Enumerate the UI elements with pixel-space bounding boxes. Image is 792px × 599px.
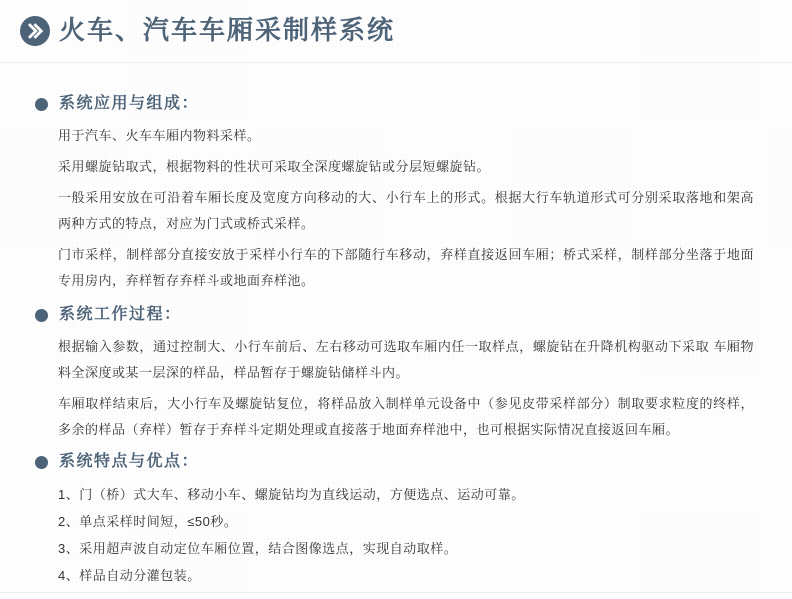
feature-item: 1、门（桥）式大车、移动小车、螺旋钻均为直线运动，方便选点、运动可靠。 xyxy=(58,487,525,502)
page-title: 火车、汽车车厢采制样系统 xyxy=(59,15,396,45)
bullet-icon xyxy=(35,309,48,322)
footer-divider xyxy=(0,592,792,593)
paragraph: 采用螺旋钻取式，根据物料的性状可采取全深度螺旋钻或分层短螺旋钻。 xyxy=(58,159,491,174)
section-body-application xyxy=(58,123,754,294)
section-body-process xyxy=(58,334,754,443)
page-header xyxy=(0,0,792,62)
section-heading-label: 系统特点与优点： xyxy=(59,453,200,470)
header-divider xyxy=(0,62,792,63)
feature-item: 4、样品自动分灌包装。 xyxy=(58,568,201,583)
paragraph: 门市采样，制样部分直接安放于采样小行车的下部随行车移动，弃样直接返回车厢；桥式采样，制样部分坐落于地面专用房内，弃样暂存弃样斗或地面弃样池。 xyxy=(58,247,754,288)
section-heading-process xyxy=(35,304,754,326)
section-heading-label: 系统工作过程： xyxy=(59,306,182,323)
paragraph: 一般采用安放在可沿着车厢长度及宽度方向移动的大、小行车上的形式。根据大行车轨道形式可分别采取落地和架高两种方式的特点，对应为门式或桥式采样。 xyxy=(58,190,754,231)
page-content xyxy=(0,93,792,589)
bullet-icon xyxy=(35,98,48,111)
paragraph: 根据输入参数，通过控制大、小行车前后、左右移动可选取车厢内任一取样点，螺旋钻在升降机构驱动下采取 车厢物料全深度或某一层深的样品，样品暂存于螺旋钻储样斗内。 xyxy=(58,339,754,380)
paragraph: 用于汽车、火车车厢内物料采样。 xyxy=(58,128,261,143)
bullet-icon xyxy=(35,456,48,469)
section-heading-label: 系统应用与组成： xyxy=(59,95,200,112)
paragraph: 车厢取样结束后，大小行车及螺旋钻复位，将样品放入制样单元设备中（参见皮带采样部分）制取要求粒度的终样，多余的样品（弃样）暂存于弃样斗定期处理或直接落于地面弃样池中，也可根据实际情况直接返回车厢。 xyxy=(58,396,754,437)
section-heading-application xyxy=(35,93,754,115)
feature-item: 3、采用超声波自动定位车厢位置，结合图像选点，实现自动取样。 xyxy=(58,541,458,556)
double-chevron-right-icon xyxy=(20,16,50,46)
section-heading-features xyxy=(35,451,754,473)
section-body-features xyxy=(58,481,754,589)
feature-item: 2、单点采样时间短，≤50秒。 xyxy=(58,514,238,529)
